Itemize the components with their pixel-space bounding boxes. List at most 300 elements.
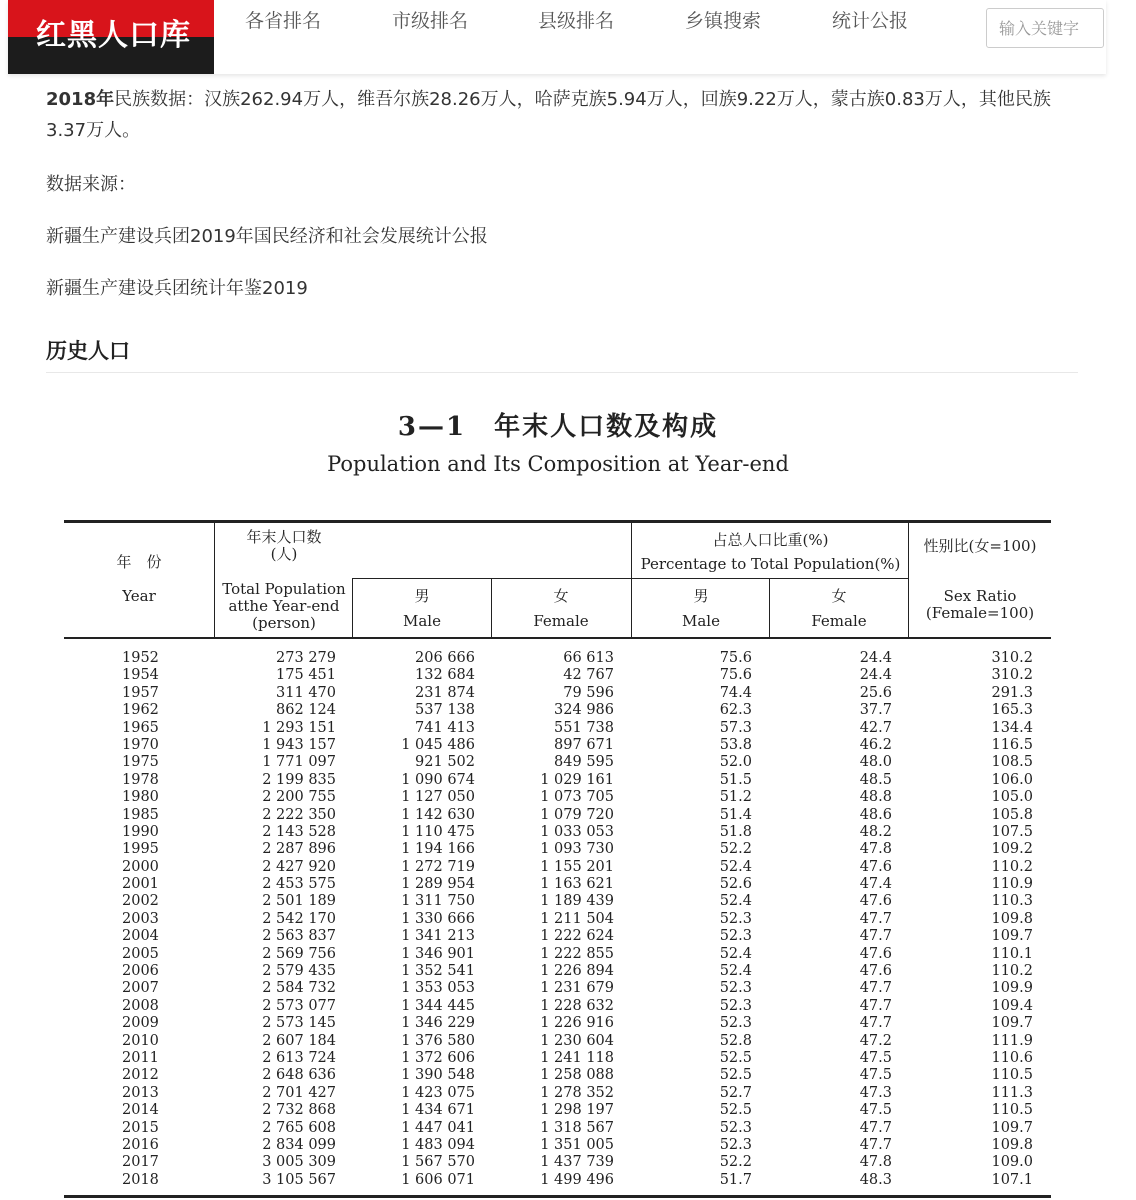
- table-row: [64, 1015, 1050, 1032]
- cell-male: 1 352 541: [401, 963, 475, 980]
- cell-year: 1995: [122, 841, 159, 858]
- cell-male: 1 311 750: [401, 893, 475, 910]
- cell-total: 2 199 835: [262, 771, 336, 788]
- cell-female-pct: 48.8: [859, 789, 892, 806]
- cell-female: 1 163 621: [540, 876, 614, 893]
- cell-female: 1 155 201: [540, 858, 614, 875]
- cell-sex-ratio: 111.9: [991, 1032, 1033, 1049]
- cell-female: 1 222 855: [540, 945, 614, 962]
- table-row: [64, 685, 1050, 702]
- header-pct-male-en: Male: [682, 612, 720, 630]
- cell-female-pct: 47.6: [859, 858, 892, 875]
- cell-female-pct: 47.7: [859, 1136, 892, 1153]
- cell-female: 1 226 916: [540, 1015, 614, 1032]
- cell-total: 2 573 077: [262, 997, 336, 1014]
- cell-total: 2 579 435: [262, 963, 336, 980]
- cell-male-pct: 52.3: [719, 928, 752, 945]
- cell-female: 1 318 567: [540, 1119, 614, 1136]
- table-row: [64, 980, 1050, 997]
- cell-sex-ratio: 110.3: [991, 893, 1033, 910]
- cell-male-pct: 52.8: [719, 1032, 752, 1049]
- header-female: [491, 588, 631, 630]
- cell-year: 2003: [122, 910, 159, 927]
- cell-female-pct: 47.3: [859, 1084, 892, 1101]
- table-row: [64, 928, 1050, 945]
- cell-total: 2 701 427: [262, 1084, 336, 1101]
- cell-female-pct: 47.5: [859, 1049, 892, 1066]
- cell-total: 175 451: [276, 667, 336, 684]
- cell-male-pct: 52.7: [719, 1084, 752, 1101]
- cell-sex-ratio: 110.1: [991, 945, 1033, 962]
- cell-total: 2 648 636: [262, 1067, 336, 1084]
- cell-male: 1 110 475: [401, 823, 475, 840]
- table-row: [64, 841, 1050, 858]
- table-row: [64, 824, 1050, 841]
- cell-male: 1 045 486: [401, 736, 475, 753]
- header-total-en: [214, 581, 354, 632]
- header-total-en-3: (person): [252, 614, 316, 632]
- table-row: [64, 650, 1050, 667]
- cell-total: 1 293 151: [262, 719, 336, 736]
- table-row: [64, 1102, 1050, 1119]
- cell-male-pct: 52.3: [719, 1119, 752, 1136]
- cell-female: 1 351 005: [540, 1136, 614, 1153]
- cell-female: 1 241 118: [540, 1049, 614, 1066]
- cell-female: 1 258 088: [540, 1067, 614, 1084]
- cell-year: 2010: [122, 1032, 159, 1049]
- cell-male: 741 413: [415, 719, 475, 736]
- logo-text: 红黑人口库: [36, 18, 191, 53]
- cell-sex-ratio: 107.1: [991, 1171, 1033, 1188]
- table-row: [64, 737, 1050, 754]
- cell-male: 1 390 548: [401, 1067, 475, 1084]
- cell-sex-ratio: 110.2: [991, 858, 1033, 875]
- cell-male: 1 289 954: [401, 876, 475, 893]
- cell-female: 1 222 624: [540, 928, 614, 945]
- cell-sex-ratio: 109.9: [991, 980, 1033, 997]
- cell-male-pct: 62.3: [719, 702, 752, 719]
- cell-year: 1965: [122, 719, 159, 736]
- cell-year: 1980: [122, 789, 159, 806]
- cell-female: 897 671: [554, 736, 614, 753]
- cell-sex-ratio: 108.5: [991, 754, 1033, 771]
- cell-total: 2 222 350: [262, 806, 336, 823]
- nav-statistical-bulletin[interactable]: 统计公报: [832, 10, 909, 32]
- table-bottom-rule: [64, 1195, 1051, 1198]
- table-row: [64, 859, 1050, 876]
- section-divider: [46, 372, 1078, 373]
- cell-male: 1 423 075: [401, 1084, 475, 1101]
- cell-total: 2 200 755: [262, 789, 336, 806]
- cell-male: 1 194 166: [401, 841, 475, 858]
- cell-male-pct: 52.4: [719, 945, 752, 962]
- cell-male-pct: 57.3: [719, 719, 752, 736]
- cell-female-pct: 47.6: [859, 945, 892, 962]
- cell-male: 537 138: [415, 702, 475, 719]
- cell-total: 2 501 189: [262, 893, 336, 910]
- cell-female-pct: 47.7: [859, 1119, 892, 1136]
- cell-year: 2013: [122, 1084, 159, 1101]
- header-pct-male-cn: 男: [693, 587, 709, 605]
- cell-female: 1 189 439: [540, 893, 614, 910]
- cell-female-pct: 48.0: [859, 754, 892, 771]
- table-row: [64, 1085, 1050, 1102]
- cell-sex-ratio: 116.5: [991, 736, 1033, 753]
- cell-sex-ratio: 134.4: [991, 719, 1033, 736]
- cell-female: 1 029 161: [540, 771, 614, 788]
- cell-total: 2 453 575: [262, 876, 336, 893]
- nav-town-search[interactable]: 乡镇搜索: [685, 10, 762, 32]
- cell-sex-ratio: 109.8: [991, 910, 1033, 927]
- header-male-cn: 男: [414, 587, 430, 605]
- cell-female-pct: 47.7: [859, 997, 892, 1014]
- search-input[interactable]: [986, 8, 1104, 48]
- cell-year: 2011: [122, 1049, 159, 1066]
- cell-total: 2 569 756: [262, 945, 336, 962]
- cell-female-pct: 24.4: [859, 667, 892, 684]
- table-row: [64, 911, 1050, 928]
- cell-year: 1970: [122, 736, 159, 753]
- cell-male: 1 353 053: [401, 980, 475, 997]
- cell-year: 2006: [122, 963, 159, 980]
- ethnic-text: 民族数据：汉族262.94万人，维吾尔族28.26万人，哈萨克族5.94万人，回族9.22万人，蒙古族0.83万人，其他民族3.37万人。: [46, 89, 1051, 141]
- table-row: [64, 1137, 1050, 1154]
- cell-male: 1 344 445: [401, 997, 475, 1014]
- cell-year: 2015: [122, 1119, 159, 1136]
- table-row: [64, 1067, 1050, 1084]
- cell-male-pct: 51.5: [719, 771, 752, 788]
- cell-female-pct: 47.8: [859, 841, 892, 858]
- cell-year: 2014: [122, 1102, 159, 1119]
- cell-male-pct: 52.3: [719, 910, 752, 927]
- cell-year: 2008: [122, 997, 159, 1014]
- table-row: [64, 998, 1050, 1015]
- cell-female-pct: 47.7: [859, 928, 892, 945]
- header-pct-cn: 占总人口比重(%): [712, 531, 829, 549]
- cell-sex-ratio: 109.8: [991, 1136, 1033, 1153]
- cell-male-pct: 52.5: [719, 1049, 752, 1066]
- cell-sex-ratio: 109.7: [991, 1119, 1033, 1136]
- cell-male: 1 346 901: [401, 945, 475, 962]
- cell-male: 231 874: [415, 684, 475, 701]
- nav-county-ranking[interactable]: 县级排名: [538, 10, 615, 32]
- cell-year: 2007: [122, 980, 159, 997]
- cell-male: 1 142 630: [401, 806, 475, 823]
- cell-total: 2 732 868: [262, 1102, 336, 1119]
- cell-male-pct: 52.6: [719, 876, 752, 893]
- cell-male: 206 666: [415, 650, 475, 666]
- cell-female-pct: 47.6: [859, 963, 892, 980]
- cell-female: 1 079 720: [540, 806, 614, 823]
- table-top-rule: [64, 520, 1051, 523]
- cell-female-pct: 48.2: [859, 823, 892, 840]
- nav-province-ranking[interactable]: 各省排名: [245, 10, 322, 32]
- header-pct-female-en: Female: [811, 612, 867, 630]
- cell-year: 2004: [122, 928, 159, 945]
- table-row: [64, 754, 1050, 771]
- cell-male-pct: 52.0: [719, 754, 752, 771]
- cell-total: 3 105 567: [262, 1171, 336, 1188]
- header-sex-ratio-cn: 性别比(女=100): [923, 537, 1037, 555]
- cell-male-pct: 51.7: [719, 1171, 752, 1188]
- cell-female-pct: 47.8: [859, 1154, 892, 1171]
- cell-total: 2 143 528: [262, 823, 336, 840]
- cell-total: 2 287 896: [262, 841, 336, 858]
- cell-female-pct: 48.5: [859, 771, 892, 788]
- table-row: [64, 789, 1050, 806]
- cell-sex-ratio: 291.3: [991, 684, 1033, 701]
- header-total-cn-1: 年末人口数: [246, 528, 322, 546]
- cell-female: 1 033 053: [540, 823, 614, 840]
- cell-total: 1 771 097: [262, 754, 336, 771]
- cell-female: 1 499 496: [540, 1171, 614, 1188]
- cell-male-pct: 52.5: [719, 1102, 752, 1119]
- population-table-image: [0, 398, 1136, 1200]
- ethnic-year: 2018年: [46, 89, 115, 110]
- table-row: [64, 702, 1050, 719]
- cell-sex-ratio: 105.0: [991, 789, 1033, 806]
- table-row: [64, 720, 1050, 737]
- cell-male-pct: 52.2: [719, 1154, 752, 1171]
- cell-female: 1 298 197: [540, 1102, 614, 1119]
- cell-female-pct: 42.7: [859, 719, 892, 736]
- cell-year: 2000: [122, 858, 159, 875]
- table-body: [64, 650, 1050, 1189]
- cell-sex-ratio: 109.0: [991, 1154, 1033, 1171]
- cell-total: 2 765 608: [262, 1119, 336, 1136]
- cell-male-pct: 52.3: [719, 1136, 752, 1153]
- cell-sex-ratio: 111.3: [991, 1084, 1033, 1101]
- cell-total: 2 584 732: [262, 980, 336, 997]
- cell-male-pct: 52.4: [719, 893, 752, 910]
- cell-male-pct: 51.2: [719, 789, 752, 806]
- table-row: [64, 1172, 1050, 1189]
- header-total-cn-2: (人): [270, 545, 298, 563]
- header-sex-ratio-en-2: (Female=100): [925, 604, 1035, 622]
- table-row: [64, 1120, 1050, 1137]
- header-total-en-1: Total Population: [222, 580, 346, 598]
- cell-male: 1 330 666: [401, 910, 475, 927]
- table-row: [64, 1033, 1050, 1050]
- header-bottom-rule: [64, 637, 1051, 639]
- cell-female-pct: 37.7: [859, 702, 892, 719]
- cell-total: 2 427 920: [262, 858, 336, 875]
- cell-female: 1 211 504: [540, 910, 614, 927]
- cell-sex-ratio: 107.5: [991, 823, 1033, 840]
- cell-total: 2 834 099: [262, 1136, 336, 1153]
- cell-male-pct: 74.4: [719, 684, 752, 701]
- cell-year: 1975: [122, 754, 159, 771]
- cell-female: 1 231 679: [540, 980, 614, 997]
- cell-female-pct: 47.2: [859, 1032, 892, 1049]
- cell-year: 2002: [122, 893, 159, 910]
- cell-sex-ratio: 110.6: [991, 1049, 1033, 1066]
- cell-male-pct: 52.3: [719, 980, 752, 997]
- table-row: [64, 963, 1050, 980]
- table-row: [64, 807, 1050, 824]
- cell-sex-ratio: 106.0: [991, 771, 1033, 788]
- cell-female: 1 226 894: [540, 963, 614, 980]
- cell-female-pct: 46.2: [859, 736, 892, 753]
- cell-female-pct: 48.3: [859, 1171, 892, 1188]
- cell-year: 1952: [122, 650, 159, 666]
- cell-female: 1 437 739: [540, 1154, 614, 1171]
- cell-total: 2 542 170: [262, 910, 336, 927]
- cell-female-pct: 47.6: [859, 893, 892, 910]
- cell-female: 66 613: [563, 650, 614, 666]
- cell-sex-ratio: 110.5: [991, 1102, 1033, 1119]
- cell-male-pct: 75.6: [719, 667, 752, 684]
- cell-year: 2018: [122, 1171, 159, 1188]
- cell-total: 862 124: [276, 702, 336, 719]
- table-row: [64, 1154, 1050, 1171]
- header-male-en: Male: [403, 612, 441, 630]
- cell-year: 1978: [122, 771, 159, 788]
- cell-male: 1 127 050: [401, 789, 475, 806]
- cell-female-pct: 25.6: [859, 684, 892, 701]
- cell-female: 324 986: [554, 702, 614, 719]
- table-row: [64, 667, 1050, 684]
- cell-female-pct: 47.5: [859, 1067, 892, 1084]
- cell-sex-ratio: 109.7: [991, 1015, 1033, 1032]
- cell-year: 1985: [122, 806, 159, 823]
- table-row: [64, 1050, 1050, 1067]
- cell-female-pct: 47.5: [859, 1102, 892, 1119]
- header-total-en-2: atthe Year-end: [228, 597, 340, 615]
- header-pct-male: [632, 588, 770, 630]
- cell-male-pct: 51.4: [719, 806, 752, 823]
- cell-sex-ratio: 310.2: [991, 667, 1033, 684]
- cell-male: 132 684: [415, 667, 475, 684]
- header-sex-ratio-en-1: Sex Ratio: [943, 587, 1017, 605]
- cell-total: 3 005 309: [262, 1154, 336, 1171]
- table-title: 3—1 年末人口数及构成: [397, 412, 719, 442]
- header-pct-female-cn: 女: [831, 587, 847, 605]
- cell-year: 2005: [122, 945, 159, 962]
- header-sex-ratio-en: [909, 588, 1051, 622]
- cell-year: 1957: [122, 684, 159, 701]
- cell-year: 2009: [122, 1015, 159, 1032]
- cell-sex-ratio: 109.2: [991, 841, 1033, 858]
- header-subrule-pct: [632, 578, 909, 579]
- header-total-cn: [214, 529, 354, 563]
- cell-total: 311 470: [276, 684, 336, 701]
- cell-male-pct: 52.2: [719, 841, 752, 858]
- cell-male: 1 346 229: [401, 1015, 475, 1032]
- cell-sex-ratio: 110.9: [991, 876, 1033, 893]
- cell-male: 1 090 674: [401, 771, 475, 788]
- cell-male-pct: 75.6: [719, 650, 752, 666]
- cell-male: 1 341 213: [401, 928, 475, 945]
- header-female-en: Female: [533, 612, 589, 630]
- cell-female: 1 278 352: [540, 1084, 614, 1101]
- header-female-cn: 女: [553, 587, 569, 605]
- cell-sex-ratio: 310.2: [991, 650, 1033, 666]
- cell-female: 849 595: [554, 754, 614, 771]
- cell-female: 79 596: [563, 684, 614, 701]
- cell-total: 2 607 184: [262, 1032, 336, 1049]
- cell-sex-ratio: 165.3: [991, 702, 1033, 719]
- cell-year: 2017: [122, 1154, 159, 1171]
- table-row: [64, 893, 1050, 910]
- cell-female-pct: 47.7: [859, 1015, 892, 1032]
- cell-female: 1 228 632: [540, 997, 614, 1014]
- cell-male-pct: 52.3: [719, 997, 752, 1014]
- table-row: [64, 772, 1050, 789]
- cell-male: 1 434 671: [401, 1102, 475, 1119]
- cell-male: 1 606 071: [401, 1171, 475, 1188]
- cell-male: 1 567 570: [401, 1154, 475, 1171]
- cell-female-pct: 47.4: [859, 876, 892, 893]
- cell-sex-ratio: 105.8: [991, 806, 1033, 823]
- cell-female-pct: 47.7: [859, 910, 892, 927]
- source-label: 数据来源：: [46, 174, 136, 195]
- cell-male-pct: 52.3: [719, 1015, 752, 1032]
- cell-sex-ratio: 109.4: [991, 997, 1033, 1014]
- cell-female-pct: 24.4: [859, 650, 892, 666]
- cell-year: 2016: [122, 1136, 159, 1153]
- cell-male-pct: 52.4: [719, 963, 752, 980]
- cell-sex-ratio: 110.2: [991, 963, 1033, 980]
- table-subtitle: Population and Its Composition at Year-end: [327, 452, 789, 476]
- ethnic-data-paragraph: [46, 84, 1080, 146]
- cell-female-pct: 48.6: [859, 806, 892, 823]
- cell-sex-ratio: 110.5: [991, 1067, 1033, 1084]
- cell-female: 551 738: [554, 719, 614, 736]
- cell-female: 42 767: [563, 667, 614, 684]
- cell-male: 1 376 580: [401, 1032, 475, 1049]
- section-heading-history: 历史人口: [46, 339, 130, 363]
- site-logo[interactable]: [8, 0, 214, 74]
- cell-male: 1 372 606: [401, 1049, 475, 1066]
- cell-male: 1 447 041: [401, 1119, 475, 1136]
- cell-male-pct: 53.8: [719, 736, 752, 753]
- source-yearbook: 新疆生产建设兵团统计年鉴2019: [46, 278, 308, 299]
- cell-year: 1962: [122, 702, 159, 719]
- cell-sex-ratio: 109.7: [991, 928, 1033, 945]
- header-year-en: Year: [122, 587, 156, 605]
- cell-female: 1 230 604: [540, 1032, 614, 1049]
- cell-male: 921 502: [415, 754, 475, 771]
- cell-female-pct: 47.7: [859, 980, 892, 997]
- cell-male: 1 483 094: [401, 1136, 475, 1153]
- nav-city-ranking[interactable]: 市级排名: [392, 10, 469, 32]
- header-pct-female: [770, 588, 908, 630]
- table-row: [64, 876, 1050, 893]
- header-subrule-count: [352, 578, 632, 579]
- cell-male-pct: 52.5: [719, 1067, 752, 1084]
- header-male: [352, 588, 492, 630]
- cell-female: 1 093 730: [540, 841, 614, 858]
- header-year-cn: 年 份: [116, 553, 162, 571]
- cell-year: 1954: [122, 667, 159, 684]
- cell-year: 2012: [122, 1067, 159, 1084]
- cell-year: 1990: [122, 823, 159, 840]
- cell-total: 1 943 157: [262, 736, 336, 753]
- cell-year: 2001: [122, 876, 159, 893]
- cell-male-pct: 51.8: [719, 823, 752, 840]
- cell-total: 2 613 724: [262, 1049, 336, 1066]
- site-header: [8, 0, 1106, 74]
- cell-total: 273 279: [276, 650, 336, 666]
- table-row: [64, 946, 1050, 963]
- source-bulletin: 新疆生产建设兵团2019年国民经济和社会发展统计公报: [46, 226, 488, 247]
- cell-male: 1 272 719: [401, 858, 475, 875]
- cell-total: 2 563 837: [262, 928, 336, 945]
- header-pct-en: Percentage to Total Population(%): [640, 555, 901, 573]
- cell-total: 2 573 145: [262, 1015, 336, 1032]
- cell-male-pct: 52.4: [719, 858, 752, 875]
